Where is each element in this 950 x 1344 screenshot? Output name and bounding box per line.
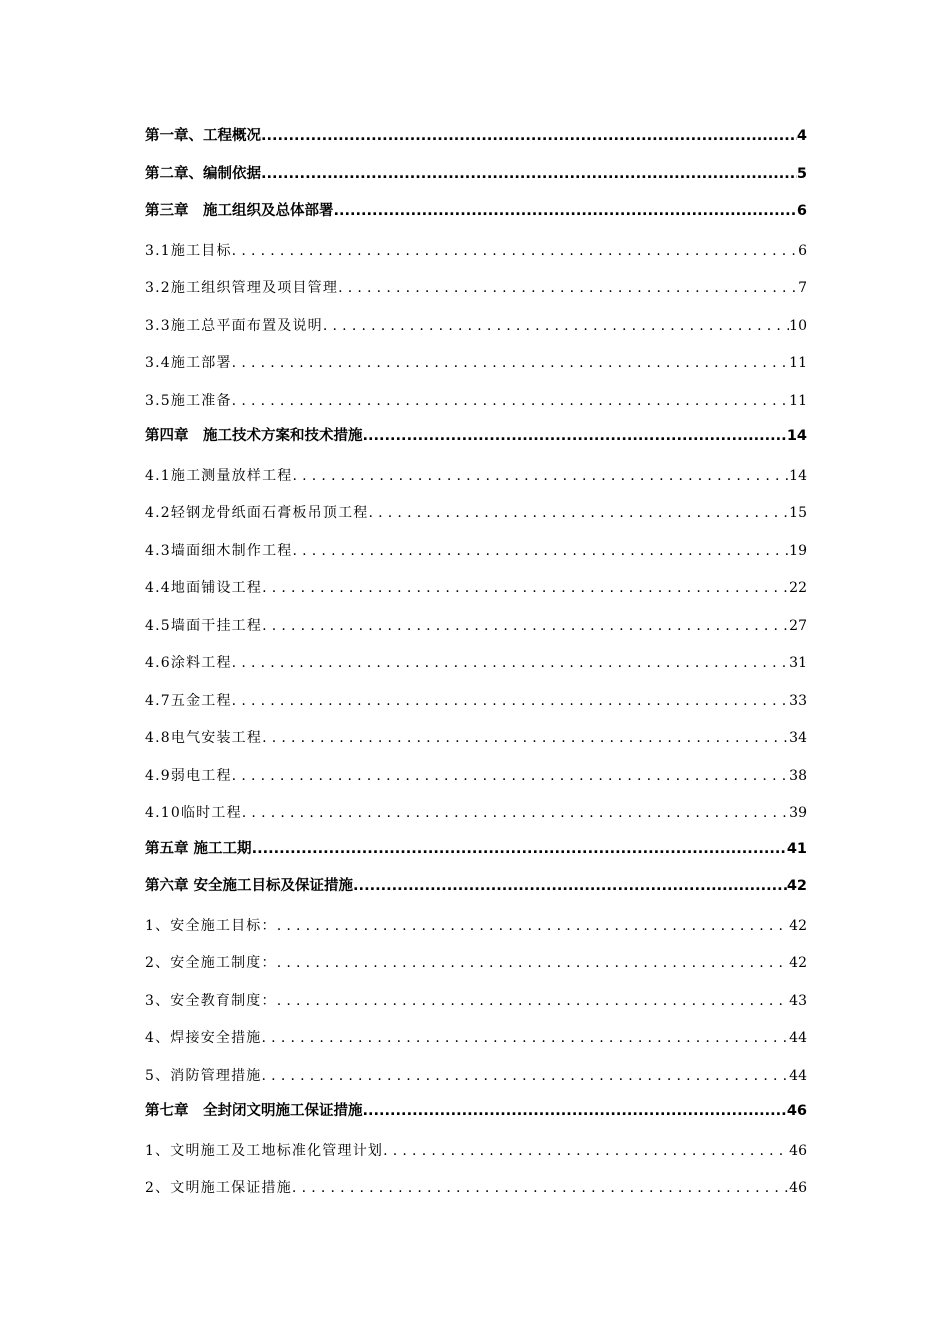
toc-dot-leader — [242, 795, 789, 831]
toc-page-number: 42 — [789, 955, 807, 971]
toc-page-number: 42 — [789, 917, 807, 934]
toc-page-number: 5 — [796, 165, 807, 182]
toc-chapter-entry[interactable] — [145, 158, 807, 196]
toc-entry-title: 1、安全施工目标： — [145, 917, 277, 934]
toc-entry-title: 3.3施工总平面布置及说明 — [145, 317, 323, 334]
toc-page-number: 41 — [786, 840, 807, 857]
toc-page-number: 11 — [789, 392, 807, 409]
toc-page-number: 31 — [789, 655, 807, 671]
toc-dot-leader — [277, 908, 789, 944]
toc-dot-leader — [262, 608, 789, 644]
toc-entry-title: 第一章、工程概况 — [145, 128, 261, 144]
table-of-contents — [145, 120, 807, 1208]
toc-entry-title: 4.2轻钢龙骨纸面石膏板吊顶工程 — [145, 505, 369, 521]
toc-dot-leader — [261, 120, 797, 152]
toc-entry-title: 3.4施工部署 — [145, 355, 232, 371]
toc-page-number: 44 — [789, 1067, 807, 1084]
toc-dot-leader — [363, 1095, 787, 1127]
toc-section-entry[interactable] — [145, 683, 807, 721]
toc-section-entry[interactable] — [145, 345, 807, 383]
toc-dot-leader — [292, 1170, 789, 1206]
toc-dot-leader — [292, 533, 789, 569]
toc-entry-title: 3.1施工目标 — [145, 242, 232, 259]
toc-dot-leader — [262, 720, 789, 756]
toc-section-entry[interactable] — [145, 1020, 807, 1058]
toc-entry-title: 4.8电气安装工程 — [145, 730, 263, 746]
toc-page-number: 15 — [789, 505, 807, 521]
toc-page-number: 14 — [786, 428, 807, 444]
toc-entry-title: 4.6涂料工程 — [145, 655, 232, 671]
toc-dot-leader — [232, 345, 790, 381]
toc-entry-title: 3.2施工组织管理及项目管理 — [145, 280, 339, 296]
toc-dot-leader — [232, 383, 790, 419]
toc-page-number: 46 — [789, 1142, 807, 1159]
toc-page-number: 38 — [789, 767, 807, 784]
toc-dot-leader — [338, 270, 798, 306]
toc-page-number: 6 — [796, 203, 807, 219]
toc-dot-leader — [232, 758, 790, 794]
toc-section-entry[interactable] — [145, 758, 807, 796]
toc-page-number: 46 — [786, 1103, 807, 1119]
toc-section-entry[interactable] — [145, 720, 807, 758]
toc-chapter-entry[interactable] — [145, 195, 807, 233]
toc-section-entry[interactable] — [145, 533, 807, 571]
toc-dot-leader — [353, 870, 787, 902]
toc-section-entry[interactable] — [145, 1133, 807, 1171]
toc-entry-title: 2、安全施工制度： — [145, 955, 277, 971]
toc-section-entry[interactable] — [145, 945, 807, 983]
toc-dot-leader — [277, 983, 789, 1019]
toc-section-entry[interactable] — [145, 495, 807, 533]
toc-section-entry[interactable] — [145, 1170, 807, 1208]
toc-entry-title: 5、消防管理措施 — [145, 1067, 262, 1084]
toc-page-number: 43 — [789, 992, 807, 1009]
toc-section-entry[interactable] — [145, 570, 807, 608]
toc-dot-leader — [383, 1133, 789, 1169]
toc-page-number: 42 — [786, 878, 807, 894]
toc-entry-title: 第三章 施工组织及总体部署 — [145, 203, 334, 219]
toc-page-number: 39 — [789, 805, 807, 821]
toc-section-entry[interactable] — [145, 983, 807, 1021]
toc-page-number: 6 — [798, 242, 807, 259]
toc-section-entry[interactable] — [145, 233, 807, 271]
toc-chapter-entry[interactable] — [145, 120, 807, 158]
toc-section-entry[interactable] — [145, 458, 807, 496]
toc-page-number: 14 — [789, 467, 807, 484]
toc-entry-title: 3.5施工准备 — [145, 392, 232, 409]
toc-page-number: 44 — [789, 1030, 807, 1046]
toc-dot-leader — [277, 945, 789, 981]
toc-entry-title: 2、文明施工保证措施 — [145, 1180, 292, 1196]
toc-page-number: 7 — [798, 280, 807, 296]
toc-page-number: 34 — [789, 730, 807, 746]
toc-entry-title: 第二章、编制依据 — [145, 165, 261, 182]
toc-section-entry[interactable] — [145, 270, 807, 308]
toc-page-number: 33 — [789, 692, 807, 709]
toc-entry-title: 4、焊接安全措施 — [145, 1030, 262, 1046]
toc-section-entry[interactable] — [145, 1058, 807, 1096]
toc-page-number: 10 — [789, 317, 807, 334]
toc-dot-leader — [261, 158, 797, 190]
toc-entry-title: 4.7五金工程 — [145, 692, 232, 709]
toc-dot-leader — [232, 233, 798, 269]
toc-chapter-entry[interactable] — [145, 420, 807, 458]
toc-entry-title: 1、文明施工及工地标准化管理计划 — [145, 1142, 384, 1159]
toc-entry-title: 第四章 施工技术方案和技术措施 — [145, 428, 363, 444]
toc-page-number: 22 — [789, 580, 807, 596]
toc-entry-title: 第五章 施工工期 — [145, 840, 252, 857]
toc-section-entry[interactable] — [145, 308, 807, 346]
toc-dot-leader — [262, 1020, 790, 1056]
toc-entry-title: 4.4地面铺设工程 — [145, 580, 263, 596]
toc-entry-title: 3、安全教育制度： — [145, 992, 277, 1009]
toc-section-entry[interactable] — [145, 908, 807, 946]
toc-entry-title: 4.9弱电工程 — [145, 767, 232, 784]
toc-dot-leader — [334, 195, 797, 227]
toc-dot-leader — [252, 833, 787, 865]
toc-page-number: 11 — [789, 355, 807, 371]
toc-chapter-entry[interactable] — [145, 1095, 807, 1133]
toc-section-entry[interactable] — [145, 383, 807, 421]
toc-entry-title: 4.5墙面干挂工程 — [145, 617, 263, 634]
toc-dot-leader — [363, 420, 787, 452]
toc-dot-leader — [232, 645, 790, 681]
toc-chapter-entry[interactable] — [145, 833, 807, 871]
toc-entry-title: 4.3墙面细木制作工程 — [145, 542, 293, 559]
toc-page-number: 27 — [789, 617, 807, 634]
toc-entry-title: 第六章 安全施工目标及保证措施 — [145, 878, 354, 894]
toc-section-entry[interactable] — [145, 645, 807, 683]
toc-entry-title: 4.1施工测量放样工程 — [145, 467, 293, 484]
toc-page-number: 19 — [789, 542, 807, 559]
toc-section-entry[interactable] — [145, 608, 807, 646]
toc-page-number: 4 — [796, 128, 807, 144]
toc-entry-title: 第七章 全封闭文明施工保证措施 — [145, 1103, 363, 1119]
toc-entry-title: 4.10临时工程 — [145, 805, 242, 821]
toc-dot-leader — [262, 1058, 790, 1094]
toc-chapter-entry[interactable] — [145, 870, 807, 908]
toc-section-entry[interactable] — [145, 795, 807, 833]
toc-dot-leader — [262, 570, 789, 606]
toc-dot-leader — [292, 458, 789, 494]
toc-page-number: 46 — [789, 1180, 807, 1196]
toc-dot-leader — [323, 308, 789, 344]
toc-dot-leader — [232, 683, 790, 719]
toc-dot-leader — [368, 495, 789, 531]
